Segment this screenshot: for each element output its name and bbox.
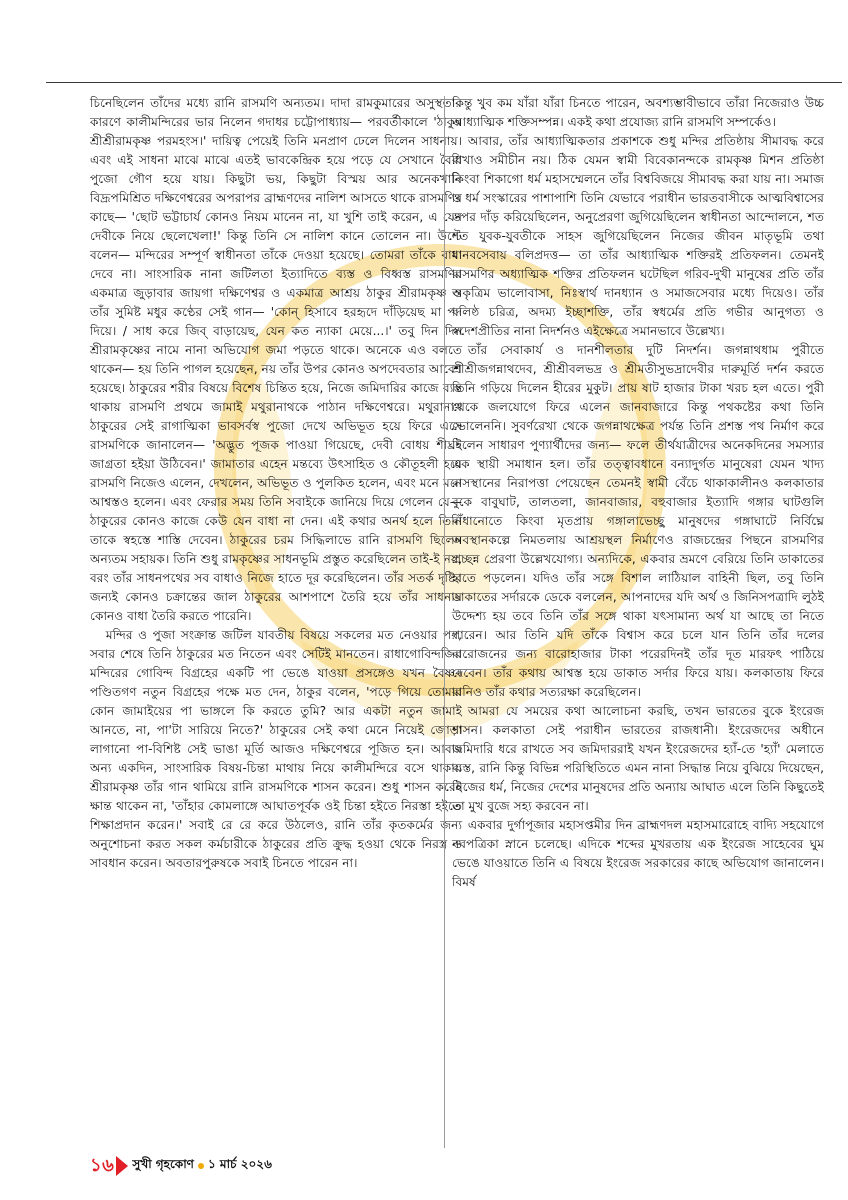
page-number: ১৬ [90,1154,115,1176]
header-rule [46,82,842,83]
paragraph: আমরা যে সময়ের কথা আলোচনা করছি, তখন ভারতের বুকে ইংরেজ শাসন। কলকাতা সেই পরাধীন ভারতের রাজধানী। ইংরেজদের অধীনে জমিদারি ধরে রাখতে সব জমিদাররাই যখন ইংরেজদের হ্যাঁ-তে 'হ্যাঁ' মেলাতে ব্যস্ত, রানি কিন্তু বিভিন্ন পরিস্থিতিতে এমন নানা সিদ্ধান্ত নিয়ে বুঝিয়ে দিয়েছেন, নিজের ধর্ম, নিজের দেশের মানুষদের প্রতি অন্যায় আঘাত এলে তিনি কিছুতেই তা মুখ বুজে সহ্য করবেন না। [452,704,824,813]
paragraph: মন্দির ও পুজা সংক্রান্ত জটিল যাবতীয় বিষয়ে সকলের মত নেওয়ার পর, সবার শেষে তিনি ঠাকুরের মত নিতেন এবং সেটিই মানতেন। রাধাগোবিন্দজির মন্দিরের গোবিন্দ বিগ্রহের একটি পা ভেঙে যাওয়া প্রসঙ্গেও যখন বৈষ্ণব পণ্ডিতগণ নতুন বিগ্রহের পক্ষে মত দেন, ঠাকুর বলেন, 'পড়ে গিয়ে তোমার কোন জামাইয়ের পা ভাঙ্গলে কি করতে তুমি? আর একটা নতুন জামাই আনতে, না, পা'টা সারিয়ে নিতে?' ঠাকুরের সেই কথা মেনে নিয়েই জোড়া লাগানো পা-বিশিষ্ট সেই ভাঙা মূর্তি আজও দক্ষিণেশ্বরে পূজিত হন। আবার অন্য একদিন, সাংসারিক বিষয়-চিন্তা মাথায় নিয়ে কালীমন্দিরে বসে থাকায় শ্রীরামকৃষ্ণ তাঁর গান থামিয়ে রানি রাসমণিকে শাসন করেন। শুধু শাসন করেই ক্ষান্ত থাকেন না, 'তাঁহার কোমলাঙ্গে আঘাতপূর্বক ওই চিন্তা হইতে নিরস্তা হইতে শিক্ষাপ্রদান করেন।' সবাই রে রে করে উঠলেও, রানি তাঁর কৃতকর্মের জন্য অনুশোচনা করত সকল কর্মচারীকে ঠাকুরের প্রতি ক্রুদ্ধ হওয়া থেকে নিরস্ত্র ও সাবধান করেন। অবতারপুরুষকে সবাই চিনতে পারেন না। [90,628,462,870]
page-footer [90,1152,272,1180]
column-divider [444,96,445,1148]
paragraph: তাঁর সেবাকার্য ও দানশীলতার দুটি নিদর্শন। জগন্নাথধাম পুরীতে শ্রীশ্রীজগন্নাথদেব, শ্রীশ্রীবলভদ্র ও শ্রীমতীসুভদ্রাদেবীর দারুমূর্তি দর্শন করতে তিনি গড়িয়ে দিলেন হীরের মুকুট। প্রায় ষাট হাজার টাকা খরচ হল এতে। পুরী থেকে জলযোগে ফিরে এলেন জানবাজারে কিন্তু পথকষ্টের কথা তিনি ভোলেননি। সুবর্ণরেখা থেকে জগন্নাথক্ষেত্র পর্যন্ত তিনি প্রশস্ত পথ নির্মাণ করে দিলেন সাধারণ পুণ্যার্থীদের জন্য— ফলে তীর্থযাত্রীদের অনেকদিনের সমস্যার এক স্থায়ী সমাধান হল। তাঁর তত্ত্বাবধানে বন্যাদুর্গত মানুষেরা যেমন খাদ্য বাসস্থানের নিরাপত্তা পেয়েছেন তেমনই স্বামী বেঁচে থাকাকালীনও কলকাতার বুকে বাবুঘাট, তালতলা, জানবাজার, বহুবাজার ইত্যাদি গঙ্গার ঘাটগুলি বাঁধানোতে কিংবা মৃতপ্রায় গঙ্গালাভেচ্ছু মানুষদের গঙ্গাঘাটে নির্বিঘ্নে অবস্থানকল্পে নিমতলায় আশ্রয়স্থল নির্মাণেও রাজচন্দ্রের পিছনে রাসমণির প্রচ্ছন্ন প্রেরণা উল্লেখযোগ্য। অন্যদিকে, একবার ভ্রমণে বেরিয়ে তিনি ডাকাতের হাতে পড়লেন। যদিও তাঁর সঙ্গে বিশাল লাঠিয়াল বাহিনী ছিল, তবু তিনি ডাকাতের সর্দারকে ডেকে বললেন, আপনাদের যদি অর্থ ও জিনিসপত্রাদি লুঠই উদ্দেশ্য হয় তবে তিনি তাঁর সঙ্গে থাকা যৎসামান্য অর্থ যা আছে তা নিতে পারেন। আর তিনি যদি তাঁকে বিশ্বাস করে চলে যান তিনি তাঁর দলের বারোজনের জন্য বারোহাজার টাকা পরেরদিনই তাঁর দূত মারফৎ পাঠিয়ে দেবেন। তাঁর কথায় আশ্বস্ত হয়ে ডাকাত সর্দার ফিরে যায়। কলকাতায় ফিরে রানিও তাঁর কথার সত্যরক্ষা করেছিলেন। [452,343,824,699]
issue-date: ১ মার্চ ২০২৬ [207,1157,272,1171]
bullet-dot-icon [198,1163,204,1169]
paragraph: চিনেছিলেন তাঁদের মধ্যে রানি রাসমণি অন্যতম। দাদা রামকুমারের অসুস্থতার কারণে কালীমন্দিরের ভার নিলেন গদাধর চট্টোপাধ্যায়— পরবর্তীকালে 'ঠাকুর শ্রীশ্রীরামকৃষ্ণ পরমহংস।' দায়িত্ব পেয়েই তিনি মনপ্রাণ ঢেলে দিলেন সাধনায়। এবং এই সাধনা মাঝে মাঝে এতই ভাবকেন্দ্রিক হয়ে পড়ে যে সেখানে বৈধি পুজো গৌণ হয়ে যায়। কিছুটা ভয়, কিছুটা বিস্ময় আর অনেকখানি বিদ্রূপমিশ্রিত দক্ষিণেশ্বরের অপরাপর ব্রাহ্মণদের নালিশ আসতে থাকে রাসমণির কাছে— 'ছোট ভট্টাচার্য কোনও নিয়ম মানেন না, যা খুশি তাই করেন, এ যেন দেবীকে নিয়ে ছেলেখেলা!' কিন্তু তিনি সে নালিশ কানে তোলেন না। উল্টে বলেন— মন্দিরের সম্পূর্ণ স্বাধীনতা তাঁকে দেওয়া হয়েছে। তোমরা তাঁকে বাধা দেবে না। সাংসারিক নানা জটিলতা ইত্যাদিতে ব্যস্ত ও বিধ্বস্ত রাসমণির একমাত্র জুড়াবার জায়গা দক্ষিণেশ্বর ও একমাত্র আশ্রয় ঠাকুর শ্রীরামকৃষ্ণ ও তাঁর সুমিষ্ট মধুর কণ্ঠের সেই গান— 'কোন্ হিসাবে হরহৃদে দাঁড়িয়েছ মা পদ দিয়ে। / সাধ করে জিব্ বাড়ায়েছ, যেন কত ন্যাকা মেয়ে...।' তবু দিন দিন শ্রীরামকৃষ্ণের নামে নানা অভিযোগ জমা পড়তে থাকে। অনেকে এও বলতে থাকেন— হয় তিনি পাগল হয়েছেন, নয় তাঁর উপর কোনও অপদেবতার আবেশ হয়েছে। ঠাকুরের শরীর বিষয়ে বিশেষ চিন্তিত হয়ে, নিজে জমিদারির কাজে ব্যস্ত থাকায় রাসমণি প্রথমে জামাই মথুরানাথকে পাঠান দক্ষিণেশ্বরে। মথুরানাথ ঠাকুরের সেই রাগাত্মিকা ভাবসর্বস্ব পুজো দেখে অভিভূত হয়ে ফিরে এসে রাসমণিকে জানালেন— 'অদ্ভুত পূজক পাওয়া গিয়েছে, দেবী বোধয় শীঘ্রই জাগ্রতা হইয়া উঠিবেন।' জামাতার এহেন মন্তব্যে উৎসাহিত ও কৌতূহলী হয়ে রাসমণি নিজেও এলেন, দেখলেন, অভিভূত ও পুলকিত হলেন, এবং মনে মনে আশ্বস্তও হলেন। এবং ফেরার সময় তিনি সবাইকে জানিয়ে দিয়ে গেলেন যে— ঠাকুরের কোনও কাজে কেউ যেন বাধা না দেন। এই কথার অনর্থ হলে তিনি তাকে স্বহস্তে শাস্তি দেবেন। ঠাকুরের চরম সিদ্ধিলাভে রানি রাসমণি ছিলেন অন্যতম সহায়ক। তিনি শুধু রামকৃষ্ণের সাধনভূমি প্রস্তুত করেছিলেন তাই-ই নয়, বরং তাঁর সাধনপথের সব বাধাও নিজে হাতে দূর করেছিলেন। তাঁর সতর্ক দৃষ্টির জন্যই কোনও চক্রান্তের জাল ঠাকুরের আশপাশে তৈরি হয়ে তাঁর সাধনায় কোনও বাধা তৈরি করতে পারেনি। [90,96,462,623]
paragraph: আবার, তাঁর আধ্যাত্মিকতার প্রকাশকে শুধু মন্দির প্রতিষ্ঠায় সীমাবদ্ধ করে রাখাও সমীচীন নয়। ঠিক যেমন স্বামী বিবেকানন্দকে রামকৃষ্ণ মিশন প্রতিষ্ঠা কিংবা শিকাগো ধর্ম মহাসম্মেলনে তাঁর বিশ্ববিজয়ে সীমাবদ্ধ করা যায় না। সমাজ ও ধর্ম সংস্কারের পাশাপাশি তিনি যেভাবে পরাধীন ভারতবাসীকে আত্মবিশ্বাসের ওপর দাঁড় করিয়েছিলেন, অনুপ্রেরণা জুগিয়েছিলেন স্বাধীনতা আন্দোলনে, শত শত যুবক-যুবতীকে সাহস জুগিয়েছিলেন নিজের জীবন মাতৃভূমি তথা মানবসেবায় বলিপ্রদত্ত— তা তাঁর আধ্যাত্মিক শক্তিরই প্রতিফলন। তেমনই রাসমণির অধ্যাত্মিক শক্তির প্রতিফলন ঘটেছিল গরিব-দুখী মানুষের প্রতি তাঁর অকৃত্রিম ভালোবাসা, নিঃস্বার্থ দানধ্যান ও সমাজসেবার মধ্যে দিয়েও। তাঁর বলিষ্ঠ চরিত্র, অদম্য ইচ্ছাশক্তি, তাঁর স্বধর্মের প্রতি গভীর আনুগত্য ও স্বদেশপ্রীতির নানা নিদর্শনও এইক্ষেত্রে সমানভাবে উল্লেখ্য। [452,134,824,338]
right-column [452,94,824,892]
chevron-right-icon [116,1156,128,1176]
paragraph: কিন্তু খুব কম যাঁরা যাঁরা চিনতে পারেন, অবশ্যম্ভাবীভাবে তাঁরা নিজেরাও উচ্চ আধ্যাত্মিক শক্তিসম্পন্ন। একই কথা প্রযোজ্য রানি রাসমণি সম্পর্কেও। [452,96,824,129]
left-column [90,94,462,873]
magazine-name: সুখী গৃহকোণ [132,1157,194,1171]
paragraph: একবার দুর্গাপূজার মহাসপ্তমীর দিন ব্রাহ্মণদল মহাসমারোহে বাদ্যি সহযোগে নবপত্রিকা স্নানে চলেছে। এদিকে শব্দের মুখরতায় এক ইংরেজ সাহেবের ঘুম ভেঙে যাওয়াতে তিনি এ বিষয়ে ইংরেজ সরকারের কাছে অভিযোগ জানালেন। বিমর্ষ [452,818,824,889]
